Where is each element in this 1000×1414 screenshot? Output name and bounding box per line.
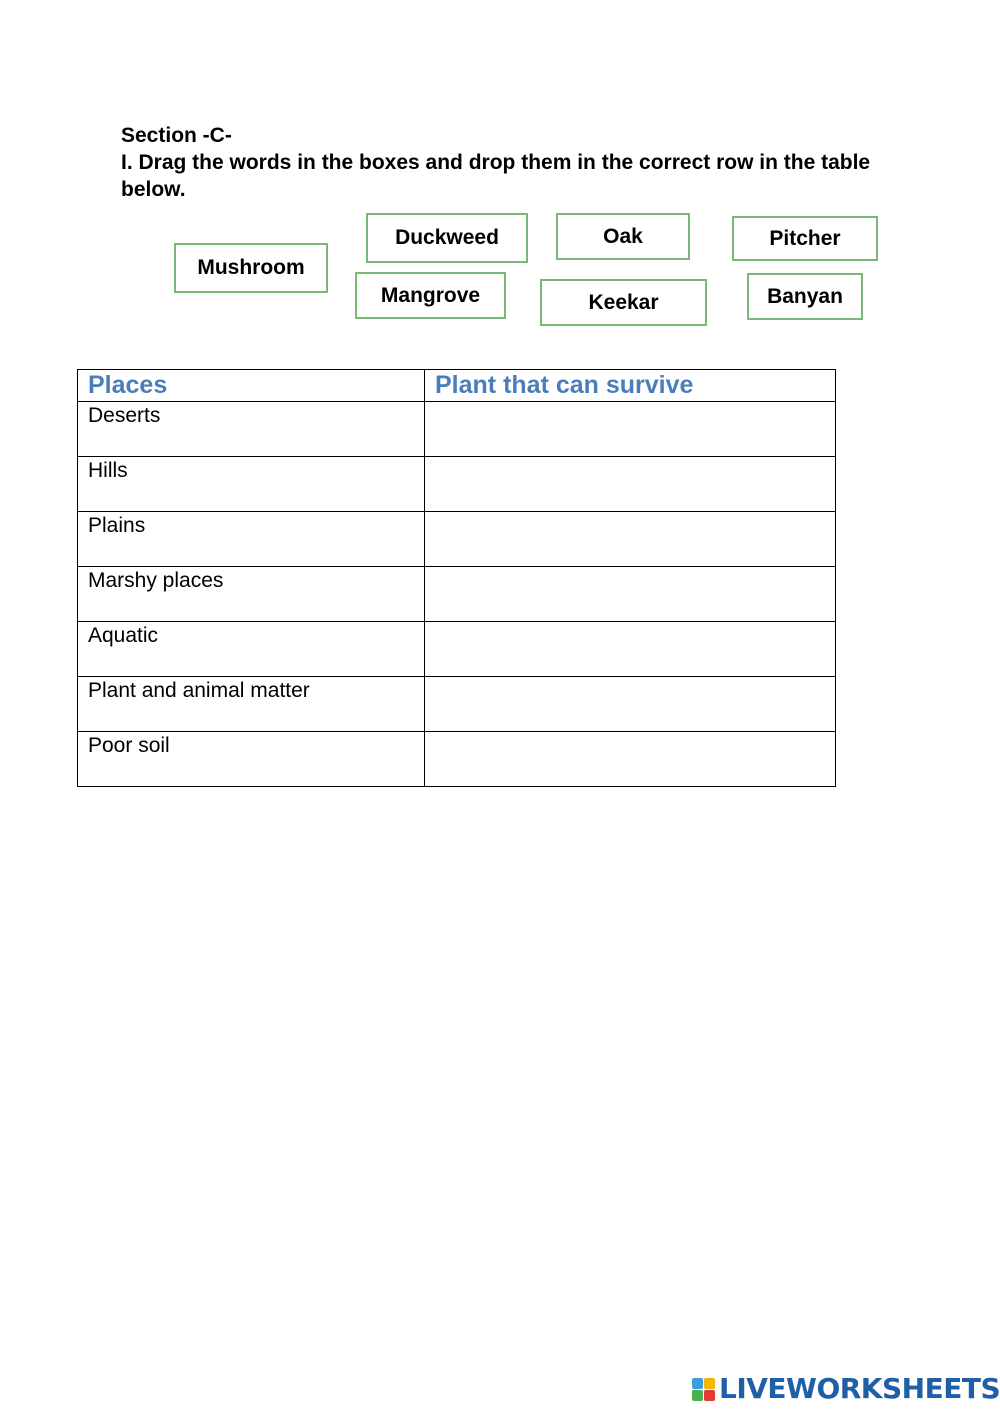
drop-zone[interactable]: [425, 402, 836, 457]
table-row: [78, 402, 836, 457]
logo-text: LIVEWORKSHEETS: [719, 1372, 1000, 1405]
liveworksheets-icon: [692, 1378, 715, 1401]
word-box-oak[interactable]: Oak: [556, 213, 690, 260]
table-row: [78, 732, 836, 787]
liveworksheets-logo: [692, 1372, 1000, 1406]
header-plant: Plant that can survive: [425, 370, 836, 402]
answer-table: [77, 369, 836, 787]
word-box-keekar[interactable]: Keekar: [540, 279, 707, 326]
place-cell: Hills: [78, 457, 425, 512]
table-row: [78, 512, 836, 567]
place-cell: Deserts: [78, 402, 425, 457]
word-box-mushroom[interactable]: Mushroom: [174, 243, 328, 293]
table-row: [78, 677, 836, 732]
word-box-pitcher[interactable]: Pitcher: [732, 216, 878, 261]
place-cell: Poor soil: [78, 732, 425, 787]
drop-zone[interactable]: [425, 622, 836, 677]
table-row: [78, 622, 836, 677]
word-box-duckweed[interactable]: Duckweed: [366, 213, 528, 263]
place-cell: Plains: [78, 512, 425, 567]
table-row: [78, 567, 836, 622]
place-cell: Marshy places: [78, 567, 425, 622]
table-row: [78, 457, 836, 512]
table-header-row: [78, 370, 836, 402]
section-title: Section -C-: [121, 124, 232, 147]
drop-zone[interactable]: [425, 457, 836, 512]
word-box-banyan[interactable]: Banyan: [747, 273, 863, 320]
drop-zone[interactable]: [425, 732, 836, 787]
instruction-text: I. Drag the words in the boxes and drop them in the correct row in the table below.: [121, 151, 871, 201]
drop-zone[interactable]: [425, 567, 836, 622]
word-box-mangrove[interactable]: Mangrove: [355, 272, 506, 319]
drop-zone[interactable]: [425, 512, 836, 567]
place-cell: Aquatic: [78, 622, 425, 677]
header-places: Places: [78, 370, 425, 402]
place-cell: Plant and animal matter: [78, 677, 425, 732]
drop-zone[interactable]: [425, 677, 836, 732]
worksheet-heading: [121, 122, 881, 203]
